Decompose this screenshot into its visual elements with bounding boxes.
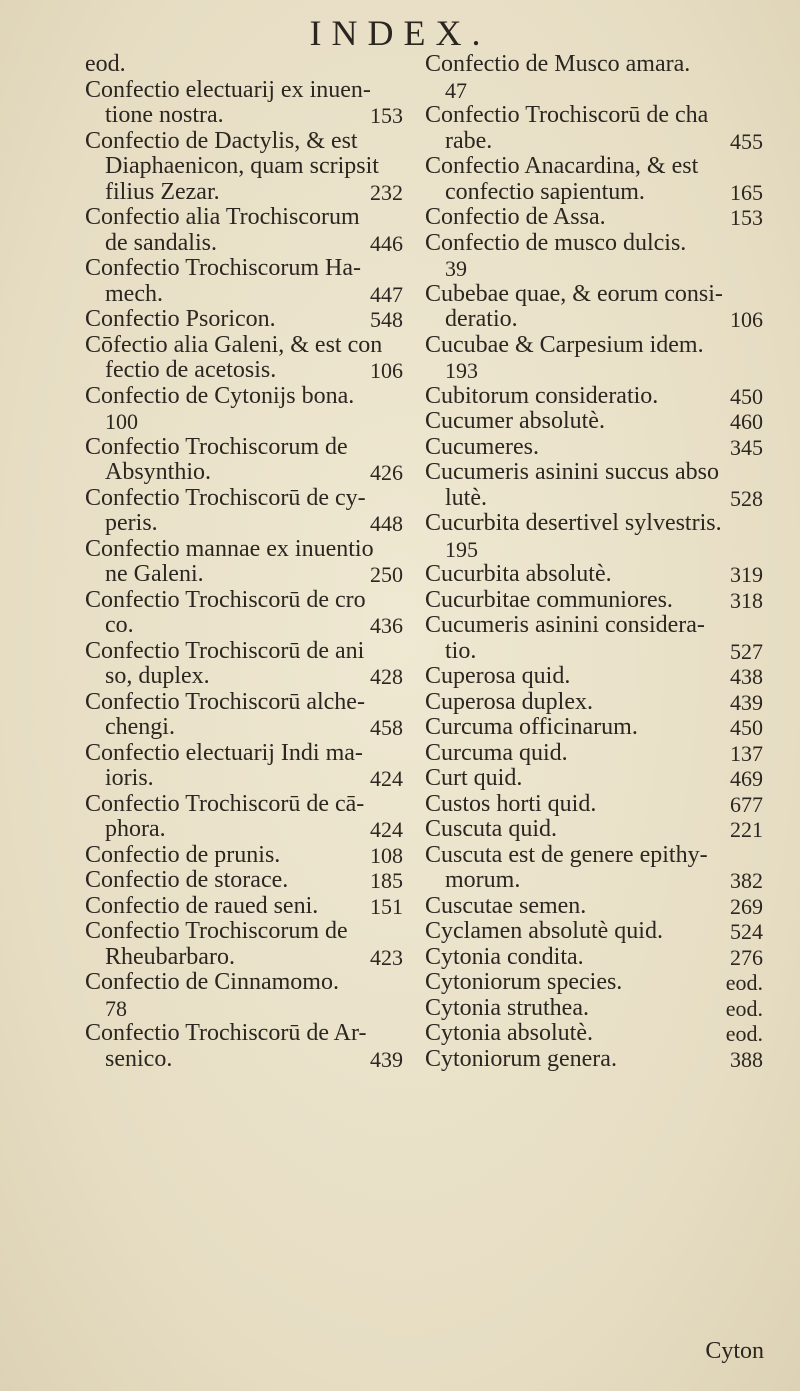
entry-text: Confectio de storace. — [85, 867, 289, 893]
entry-text: mech. — [105, 280, 163, 307]
index-entry — [85, 690, 403, 741]
entry-text: Cucumeres. — [425, 433, 539, 460]
index-entry — [425, 996, 763, 1022]
index-entry — [85, 307, 403, 333]
page-number: 460 — [730, 409, 763, 434]
entry-text: phora. — [105, 816, 166, 842]
entry-text: Cucubae & Carpesium idem. — [425, 331, 704, 358]
index-entry — [85, 256, 403, 307]
entry-text: Confectio Trochiscorū de cha — [425, 102, 709, 128]
index-entry — [425, 384, 763, 410]
index-entry — [425, 511, 763, 562]
entry-text: senico. — [105, 1045, 173, 1072]
page-number: 221 — [730, 817, 763, 842]
entry-text: Confectio de musco dulcis. — [425, 229, 687, 256]
page-number: 232 — [370, 179, 403, 205]
catchword: Cyton — [705, 1338, 764, 1364]
entry-text: Confectio Psoricon. — [85, 306, 276, 332]
entry-text: Rheubarbaro. — [105, 943, 235, 970]
index-entry — [85, 588, 403, 639]
entry-text: ioris. — [105, 765, 154, 791]
page-number: 677 — [730, 791, 763, 817]
entry-text: Absynthio. — [105, 459, 212, 485]
page-number: 153 — [730, 205, 763, 230]
page-number: eod. — [725, 1021, 763, 1046]
page-number: 318 — [730, 587, 763, 613]
entry-text: Cuscuta quid. — [425, 816, 557, 842]
index-entry — [425, 231, 763, 282]
entry-text: Confectio Trochiscorū de cy- — [85, 484, 366, 511]
entry-text: eod. — [85, 51, 126, 77]
index-entry — [425, 817, 763, 843]
index-entry — [85, 868, 403, 894]
index-entry — [85, 78, 403, 129]
entry-text: Cubebae quae, & eorum consi- — [425, 280, 723, 307]
index-entry — [85, 894, 403, 920]
index-entry — [425, 460, 763, 511]
page-number: 193 — [445, 358, 478, 383]
page-number: 423 — [370, 944, 403, 970]
page-number: 47 — [445, 77, 467, 103]
entry-text: Curcuma officinarum. — [425, 714, 638, 740]
entry-text: Custos horti quid. — [425, 790, 597, 817]
page-number: 528 — [730, 485, 763, 511]
entry-text: Curt quid. — [425, 765, 523, 791]
index-entry — [85, 129, 403, 206]
index-entry — [425, 52, 763, 103]
page-number: 388 — [730, 1046, 763, 1072]
entry-text: Confectio de Dactylis, & est — [85, 127, 358, 154]
index-entry — [85, 486, 403, 537]
page-number: 450 — [730, 715, 763, 740]
index-entry — [85, 52, 403, 78]
page-number: 106 — [370, 358, 403, 383]
entry-text: Cytoniorum species. — [425, 969, 623, 995]
entry-text: Confectio alia Trochiscorum — [85, 204, 360, 230]
entry-text: Cucurbita absolutè. — [425, 561, 612, 587]
index-entry — [85, 843, 403, 869]
index-entry — [85, 970, 403, 1021]
entry-text: Confectio de raued seni. — [85, 892, 319, 919]
index-entry — [425, 766, 763, 792]
index-entry — [85, 639, 403, 690]
page-number: 153 — [370, 103, 403, 128]
page-number: eod. — [725, 970, 763, 995]
index-entry — [85, 741, 403, 792]
index-entry — [425, 435, 763, 461]
entry-text: Curcuma quid. — [425, 739, 568, 766]
index-column-right — [425, 52, 763, 1072]
entry-text: Diaphaenicon, quam scripsit — [105, 153, 379, 179]
page-header: INDEX. — [309, 13, 491, 53]
entry-text: Confectio de Musco amara. — [425, 51, 691, 77]
page-number: 436 — [370, 613, 403, 638]
page-number: 428 — [370, 664, 403, 689]
entry-text: Cuperosa quid. — [425, 663, 571, 689]
entry-text: Cuscutae semen. — [425, 892, 587, 919]
page-number: 469 — [730, 766, 763, 791]
page-number: 458 — [370, 715, 403, 740]
page-number: 108 — [370, 842, 403, 868]
entry-text: filius Zezar. — [105, 178, 220, 205]
entry-text: Confectio Trochiscorū de cro — [85, 586, 366, 613]
index-entry — [425, 282, 763, 333]
page-number: 345 — [730, 434, 763, 460]
index-entry — [425, 333, 763, 384]
page-number: 450 — [730, 383, 763, 409]
index-entry — [85, 205, 403, 256]
entry-text: morum. — [445, 867, 521, 893]
page-number: 276 — [730, 944, 763, 970]
entry-text: Confectio electuarij ex inuen- — [85, 76, 371, 103]
index-entry — [85, 919, 403, 970]
index-entry — [425, 945, 763, 971]
page-number: 426 — [370, 460, 403, 485]
entry-text: ne Galeni. — [105, 561, 204, 587]
index-entry — [425, 613, 763, 664]
entry-text: peris. — [105, 510, 158, 536]
entry-text: Cucumer absolutè. — [425, 408, 605, 434]
index-entry — [425, 1021, 763, 1047]
page-number: 439 — [370, 1046, 403, 1072]
index-entry — [425, 1047, 763, 1073]
page-number: 195 — [445, 536, 478, 562]
entry-text: Cucumeris asinini succus abso — [425, 459, 719, 485]
index-entry — [425, 843, 763, 894]
page-number: 527 — [730, 638, 763, 664]
entry-text: Confectio Anacardina, & est — [425, 153, 699, 179]
page-number: 137 — [730, 740, 763, 766]
entry-text: chengi. — [105, 714, 175, 740]
entry-text: Confectio Trochiscorum Ha- — [85, 255, 361, 281]
page-number: 151 — [370, 893, 403, 919]
page-number: 447 — [370, 281, 403, 307]
entry-text: Confectio de Assa. — [425, 204, 606, 230]
page-number: 165 — [730, 179, 763, 205]
entry-text: Cyclamen absolutè quid. — [425, 918, 663, 944]
page-number: 319 — [730, 562, 763, 587]
entry-text: lutè. — [445, 484, 487, 511]
page-number: 446 — [370, 230, 403, 256]
page-number: 448 — [370, 511, 403, 536]
index-entry — [85, 1021, 403, 1072]
index-entry — [425, 588, 763, 614]
page-number: 424 — [370, 766, 403, 791]
entry-text: Cōfectio alia Galeni, & est con — [85, 331, 383, 358]
entry-text: deratio. — [445, 306, 518, 332]
entry-text: so, duplex. — [105, 663, 210, 689]
entry-text: Cucurbita desertivel sylvestris. — [425, 510, 722, 536]
page-number: 185 — [370, 868, 403, 893]
page-number: 100 — [105, 409, 138, 434]
page-number: 250 — [370, 562, 403, 587]
index-entry — [425, 103, 763, 154]
index-entry — [85, 435, 403, 486]
page-number: 39 — [445, 256, 467, 281]
entry-text: Cucurbitae communiores. — [425, 586, 673, 613]
page-number: eod. — [725, 995, 763, 1021]
index-entry — [425, 409, 763, 435]
index-entry — [425, 154, 763, 205]
page-number: 269 — [730, 893, 763, 919]
page-number: 106 — [730, 307, 763, 332]
entry-text: Confectio Trochiscorū de Ar- — [85, 1020, 367, 1046]
entry-text: Cucumeris asinini considera- — [425, 612, 705, 638]
entry-text: tio. — [445, 637, 477, 664]
index-entry — [425, 792, 763, 818]
entry-text: Confectio Trochiscorū de cā- — [85, 790, 365, 817]
entry-text: Confectio electuarij Indi ma- — [85, 739, 363, 766]
entry-text: Cuscuta est de genere epithy- — [425, 841, 708, 868]
index-entry — [425, 894, 763, 920]
index-entry — [85, 537, 403, 588]
index-entry — [85, 792, 403, 843]
index-entry — [425, 664, 763, 690]
page-number: 382 — [730, 868, 763, 893]
entry-text: Cytonia struthea. — [425, 994, 589, 1021]
entry-text: Confectio de Cinnamomo. — [85, 969, 339, 995]
index-entry — [425, 715, 763, 741]
entry-text: confectio sapientum. — [445, 178, 645, 205]
entry-text: tione nostra. — [105, 102, 224, 128]
index-entry — [425, 741, 763, 767]
index-entry — [425, 205, 763, 231]
index-column-left — [85, 52, 403, 1072]
page-number: 455 — [730, 128, 763, 154]
index-entry — [85, 384, 403, 435]
index-entry — [425, 970, 763, 996]
entry-text: Confectio Trochiscorum de — [85, 433, 348, 460]
entry-text: rabe. — [445, 127, 493, 154]
entry-text: fectio de acetosis. — [105, 357, 277, 383]
entry-text: Confectio mannae ex inuentio — [85, 535, 374, 562]
page-number: 78 — [105, 995, 127, 1021]
page-number: 524 — [730, 919, 763, 944]
entry-text: Cytonia absolutè. — [425, 1020, 593, 1046]
index-entry — [425, 919, 763, 945]
entry-text: Cuperosa duplex. — [425, 688, 593, 715]
entry-text: de sandalis. — [105, 229, 217, 256]
entry-text: Confectio de prunis. — [85, 841, 281, 868]
entry-text: Confectio Trochiscorū alche- — [85, 688, 365, 715]
entry-text: Cytonia condita. — [425, 943, 584, 970]
entry-text: Confectio Trochiscorū de ani — [85, 637, 365, 664]
entry-text: Confectio Trochiscorum de — [85, 918, 348, 944]
entry-text: co. — [105, 612, 134, 638]
page-number: 438 — [730, 664, 763, 689]
entry-text: Confectio de Cytonijs bona. — [85, 382, 355, 409]
index-entry — [425, 690, 763, 716]
page-number: 424 — [370, 817, 403, 842]
page-number: 548 — [370, 307, 403, 332]
entry-text: Cubitorum consideratio. — [425, 382, 659, 409]
index-entry — [85, 333, 403, 384]
index-entry — [425, 562, 763, 588]
entry-text: Cytoniorum genera. — [425, 1045, 617, 1072]
page-number: 439 — [730, 689, 763, 715]
